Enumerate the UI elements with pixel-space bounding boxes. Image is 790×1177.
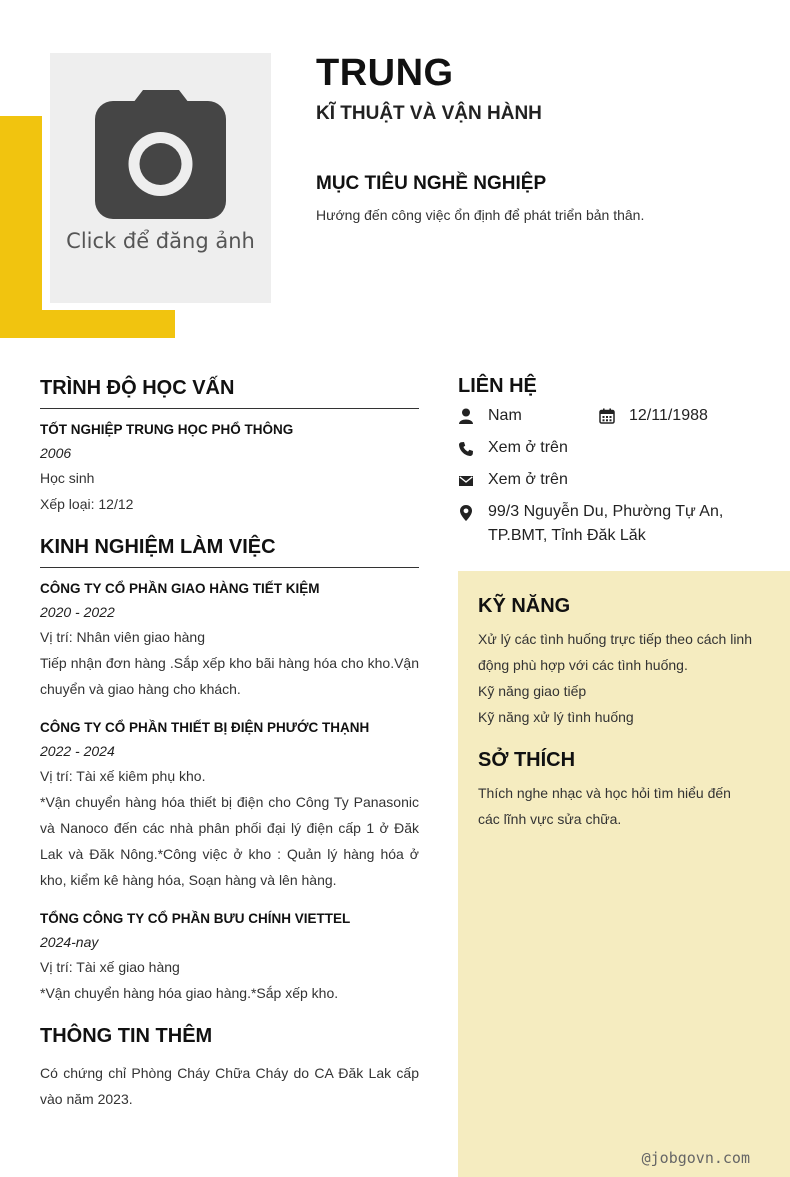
photo-caption: Click để đăng ảnh bbox=[66, 229, 255, 253]
hobbies-heading: SỞ THÍCH bbox=[478, 749, 576, 771]
objective-text: Hướng đến công việc ổn định để phát triển bản thân. bbox=[316, 207, 645, 223]
photo-upload-placeholder[interactable] bbox=[50, 53, 271, 303]
watermark: @jobgovn.com bbox=[641, 1149, 750, 1167]
experience-description: Tiếp nhận đơn hàng .Sắp xếp kho bãi hàng hóa cho kho.Vận chuyển và giao hàng cho khách. bbox=[40, 655, 419, 697]
experience-date: 2022 - 2024 bbox=[40, 743, 115, 759]
experience-divider bbox=[40, 567, 419, 568]
experience-company: CÔNG TY CỔ PHẦN GIAO HÀNG TIẾT KIỆM bbox=[40, 581, 320, 596]
hobbies-text: Thích nghe nhạc và học hỏi tìm hiểu đến các lĩnh vực sửa chữa. bbox=[478, 785, 731, 827]
skills-item: Kỹ năng giao tiếp bbox=[478, 683, 587, 699]
location-pin-icon bbox=[458, 505, 474, 521]
skills-panel bbox=[458, 571, 790, 1177]
experience-description: *Vận chuyển hàng hóa giao hàng.*Sắp xếp kho. bbox=[40, 985, 339, 1001]
experience-description: *Vận chuyển hàng hóa thiết bị điện cho Công Ty Panasonic và Nanoco đến các nhà phân phối đại lý điện cấp 1 ở Đăk Lak và Đăk Nông.*Công việc ở kho : Quản lý hàng hóa ở kho, kiểm kê hàng hóa, Soạn hàng và lên hàng. bbox=[40, 794, 419, 888]
education-line: Học sinh bbox=[40, 470, 95, 486]
contact-address: 99/3 Nguyễn Du, Phường Tự An, TP.BMT, Tỉnh Đăk Lăk bbox=[488, 503, 724, 544]
calendar-icon bbox=[599, 408, 615, 424]
contact-gender: Nam bbox=[488, 407, 522, 424]
experience-date: 2020 - 2022 bbox=[40, 604, 115, 620]
education-heading: TRÌNH ĐỘ HỌC VẤN bbox=[40, 377, 235, 399]
contact-heading: LIÊN HỆ bbox=[458, 375, 537, 397]
accent-bar-vertical bbox=[0, 116, 42, 338]
education-date: 2006 bbox=[40, 445, 72, 461]
contact-birthday: 12/11/1988 bbox=[629, 407, 708, 424]
experience-position: Vị trí: Nhân viên giao hàng bbox=[40, 629, 205, 645]
person-icon bbox=[458, 408, 474, 424]
accent-bar-horizontal bbox=[0, 310, 175, 338]
candidate-name: TRUNG bbox=[316, 52, 454, 94]
skills-item: Xử lý các tình huống trực tiếp theo cách linh động phù hợp với các tình huống. bbox=[478, 631, 753, 673]
additional-text: Có chứng chỉ Phòng Cháy Chữa Cháy do CA Đăk Lak cấp vào năm 2023. bbox=[40, 1065, 419, 1107]
experience-company: CÔNG TY CỔ PHẦN THIẾT BỊ ĐIỆN PHƯỚC THẠNH bbox=[40, 720, 370, 735]
camera-icon bbox=[95, 89, 226, 219]
experience-company: TỔNG CÔNG TY CỔ PHẦN BƯU CHÍNH VIETTEL bbox=[40, 911, 351, 926]
experience-heading: KINH NGHIỆM LÀM VIỆC bbox=[40, 536, 276, 558]
education-title: TỐT NGHIỆP TRUNG HỌC PHỔ THÔNG bbox=[40, 422, 294, 437]
contact-email: Xem ở trên bbox=[488, 471, 568, 488]
experience-position: Vị trí: Tài xế kiêm phụ kho. bbox=[40, 768, 206, 784]
education-line: Xếp loại: 12/12 bbox=[40, 496, 134, 512]
skills-heading: KỸ NĂNG bbox=[478, 595, 571, 617]
objective-heading: MỤC TIÊU NGHỀ NGHIỆP bbox=[316, 173, 547, 194]
skills-item: Kỹ năng xử lý tình huống bbox=[478, 709, 634, 725]
candidate-role: KĨ THUẬT VÀ VẬN HÀNH bbox=[316, 103, 542, 124]
experience-position: Vị trí: Tài xế giao hàng bbox=[40, 959, 180, 975]
contact-phone: Xem ở trên bbox=[488, 439, 568, 456]
additional-heading: THÔNG TIN THÊM bbox=[40, 1025, 213, 1047]
email-icon bbox=[458, 473, 474, 489]
experience-date: 2024-nay bbox=[40, 934, 99, 950]
phone-icon bbox=[458, 441, 474, 457]
education-divider bbox=[40, 408, 419, 409]
